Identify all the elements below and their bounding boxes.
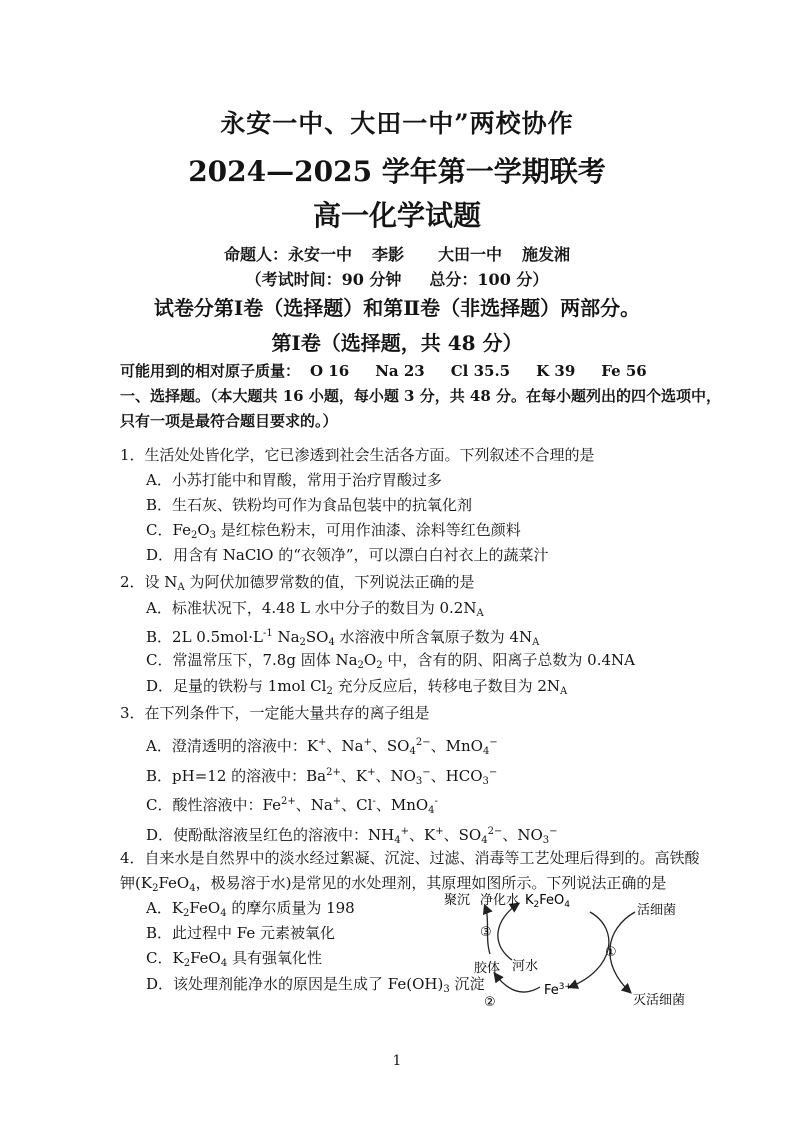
question-4-option-d: D．该处理剂能净水的原因是生成了 $Fe(OH)_3$ 沉淀 (146, 975, 485, 995)
label-coagulation: 聚沉 (444, 893, 471, 908)
author-2: 施发湘 (522, 245, 571, 264)
mass-k: K 39 (536, 362, 576, 380)
exam-score: 总分：100 分） (429, 270, 549, 289)
authors-label: 命题人：永安一中 (223, 245, 352, 264)
question-1-option-d: D．用含有 NaClO 的“衣领净”，可以漂白白衬衣上的蔬菜汁 (146, 546, 549, 564)
question-3-option-b: B．pH=12 的溶液中：$Ba^{2+}$、K+、$NO_3^-$、$HCO_3^-$ (146, 767, 498, 787)
water-treatment-diagram (440, 884, 700, 1014)
volume-heading: 第Ⅰ卷（选择题，共 48 分） (271, 331, 523, 355)
label-purified-water: 净化水 $K_2FeO_4$ (480, 893, 571, 910)
question-4-stem-1: 4．自来水是自然界中的淡水经过絮凝、沉淀、过滤、消毒等工艺处理后得到的。高铁酸 (120, 849, 700, 867)
mass-o: O 16 (310, 362, 350, 380)
exam-title: 高一化学试题 (312, 199, 481, 232)
question-1-option-b: B．生石灰、铁粉均可作为食品包装中的抗氧化剂 (146, 496, 473, 514)
section-instructions-1: 一、选择题。（本大题共 16 小题，每小题 3 分，共 48 分。在每小题列出的四个选项中， (120, 387, 722, 405)
mass-na: Na 23 (375, 362, 425, 380)
atomic-masses-label: 可能用到的相对原子质量： (120, 362, 301, 380)
arc-reduce (570, 912, 609, 987)
authors-line (0, 242, 794, 265)
label-inactivated-bacteria: 灭活细菌 (633, 993, 686, 1008)
exam-intro: 试卷分第Ⅰ卷（选择题）和第Ⅱ卷（非选择题）两部分。 (153, 296, 641, 320)
label-live-bacteria: 活细菌 (637, 903, 677, 918)
exam-header-line2: 2024—2025 学年第一学期联考 (188, 155, 606, 188)
question-3-stem: 3．在下列条件下，一定能大量共存的离子组是 (120, 704, 430, 722)
label-colloid: 胶体 (474, 961, 501, 976)
question-2-option-c: C．常温常压下，7.8g 固体 $Na_2O_2$ 中，含有的阴、阳离子总数为 0.4NA (146, 651, 635, 671)
exam-time: （考试时间：90 分钟 (245, 270, 402, 289)
author-1: 李影 (371, 245, 404, 264)
question-2-stem: 2．设 $N_A$ 为阿伏加德罗常数的值，下列说法正确的是 (120, 573, 475, 593)
arc-purify (498, 904, 518, 960)
question-2-option-a: A．标准状况下，4.48 L 水中分子的数目为 $0.2N_A$ (146, 599, 484, 619)
question-1-option-a: A．小苏打能中和胃酸，常用于治疗胃酸过多 (146, 471, 442, 489)
label-step-2: ② (484, 995, 496, 1010)
label-river-water: 河水 (512, 959, 539, 974)
question-1-option-c: C．$Fe_2O_3$ 是红棕色粉末，可用作油漆、涂料等红色颜料 (146, 521, 521, 541)
question-3-option-c: C．酸性溶液中：$Fe^{2+}$、Na+、Cl-、MnO$_4$- (146, 796, 438, 816)
question-4-stem-2: 钾($K_2FeO_4$，极易溶于水)是常见的水处理剂，其原理如图所示。下列说法正确的是 (120, 874, 667, 894)
question-4-option-c: C．$K_2FeO_4$ 具有强氧化性 (146, 949, 322, 969)
question-2-option-d: D．足量的铁粉与 1mol $Cl_2$ 充分反应后，转移电子数目为 $2N_A$ (146, 677, 568, 697)
label-fe3: $Fe^{3+}$ (544, 982, 573, 998)
mass-cl: Cl 35.5 (450, 362, 511, 380)
arc-hydrolyze (495, 974, 540, 992)
question-4-option-a: A．$K_2FeO_4$ 的摩尔质量为 198 (146, 899, 355, 919)
label-step-3: ③ (480, 925, 492, 940)
page-number: 1 (392, 1053, 402, 1069)
exam-header-line1: 永安一中、大田一中”两校协作 (220, 109, 574, 138)
question-2-option-b: B．2L $0.5mol\cdot L^{-1}$ $Na_2SO_4$ 水溶液中所含氧原子数为 $4N_A$ (146, 628, 540, 648)
question-4-option-b: B．此过程中 Fe 元素被氧化 (146, 924, 336, 942)
school-2: 大田一中 (438, 245, 503, 264)
label-step-1: ① (605, 945, 617, 960)
atomic-masses (120, 361, 673, 381)
question-3-option-d: D．使酚酞溶液呈红色的溶液中：$NH_4^+$、K+、$SO_4^{2-}$、$NO_3^-$ (146, 826, 558, 846)
question-3-option-a: A．澄清透明的溶液中：K+、Na+、$SO_4^{2-}$、MnO$_4$− (146, 737, 498, 757)
section-instructions-2: 只有一项是最符合题目要求的。） (120, 412, 338, 430)
mass-fe: Fe 56 (601, 362, 647, 380)
question-1-stem: 1．生活处处皆化学，它已渗透到社会生活各方面。下列叙述不合理的是 (120, 446, 595, 464)
exam-time-line (0, 267, 794, 290)
